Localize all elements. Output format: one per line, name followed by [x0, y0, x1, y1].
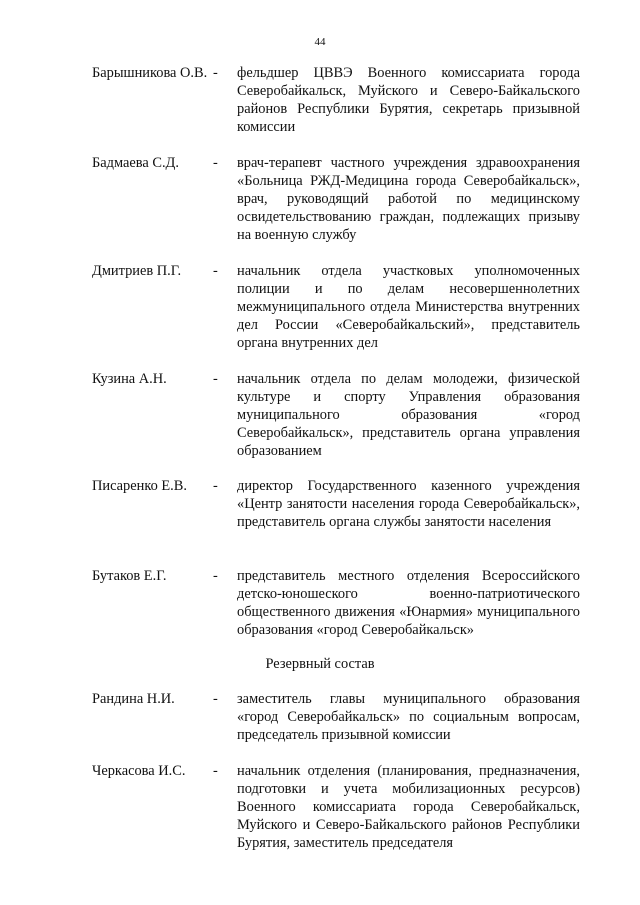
commission-member	[92, 567, 582, 639]
member-name: Бутаков Е.Г.	[92, 568, 167, 584]
dash-separator: -	[213, 763, 218, 779]
dash-separator: -	[213, 155, 218, 171]
dash-separator: -	[213, 568, 218, 584]
commission-member	[92, 154, 582, 244]
member-position: заместитель главы муниципального образования «город Северобайкальск» по социальным вопросам, председатель призывной комиссии	[237, 691, 580, 743]
member-name: Барышникова О.В.	[92, 65, 208, 81]
member-name: Писаренко Е.В.	[92, 478, 187, 494]
commission-member	[92, 64, 582, 136]
reserve-member	[92, 762, 582, 852]
reserve-section-title: Резервный состав	[265, 656, 375, 672]
member-position: начальник отдела участковых уполномоченных полиции и по делам несовершеннолетних межмуниципального отдела Министерства внутренних дел России «Северобайкальский», представитель органа внутренних дел	[237, 263, 580, 351]
dash-separator: -	[213, 65, 218, 81]
member-position: врач-терапевт частного учреждения здравоохранения «Больница РЖД-Медицина города Северобайкальск», врач, руководящий работой по медицинскому освидетельствованию граждан, подлежащих призыву на военную службу	[237, 155, 580, 243]
dash-separator: -	[213, 371, 218, 387]
member-position: начальник отделения (планирования, предназначения, подготовки и учета мобилизационных ресурсов) Военного комиссариата города Северобайкальск, Муйского и Северо-Байкальского районов Республики Бурятия, заместитель председателя	[237, 763, 580, 851]
member-position: представитель местного отделения Всероссийского детско-юношеского военно-патриотического общественного движения «Юнармия» муниципального образования «город Северобайкальск»	[237, 568, 580, 638]
member-name: Кузина А.Н.	[92, 371, 167, 387]
member-name: Рандина Н.И.	[92, 691, 175, 707]
member-position: фельдшер ЦВВЭ Военного комиссариата города Северобайкальск, Муйского и Северо-Байкальского районов Республики Бурятия, секретарь призывной комиссии	[237, 65, 580, 135]
member-position: директор Государственного казенного учреждения «Центр занятости населения города Северобайкальск», представитель органа службы занятости населения	[237, 478, 580, 530]
member-name: Черкасова И.С.	[92, 763, 186, 779]
reserve-member	[92, 690, 582, 744]
commission-member	[92, 370, 582, 460]
page-number: 44	[314, 36, 326, 48]
dash-separator: -	[213, 478, 218, 494]
commission-member	[92, 477, 582, 531]
member-position: начальник отдела по делам молодежи, физической культуре и спорту Управления образования муниципального образования «город Северобайкальск», представитель органа управления образованием	[237, 371, 580, 459]
member-name: Дмитриев П.Г.	[92, 263, 182, 279]
dash-separator: -	[213, 263, 218, 279]
dash-separator: -	[213, 691, 218, 707]
commission-member	[92, 262, 582, 352]
member-name: Бадмаева С.Д.	[92, 155, 179, 171]
